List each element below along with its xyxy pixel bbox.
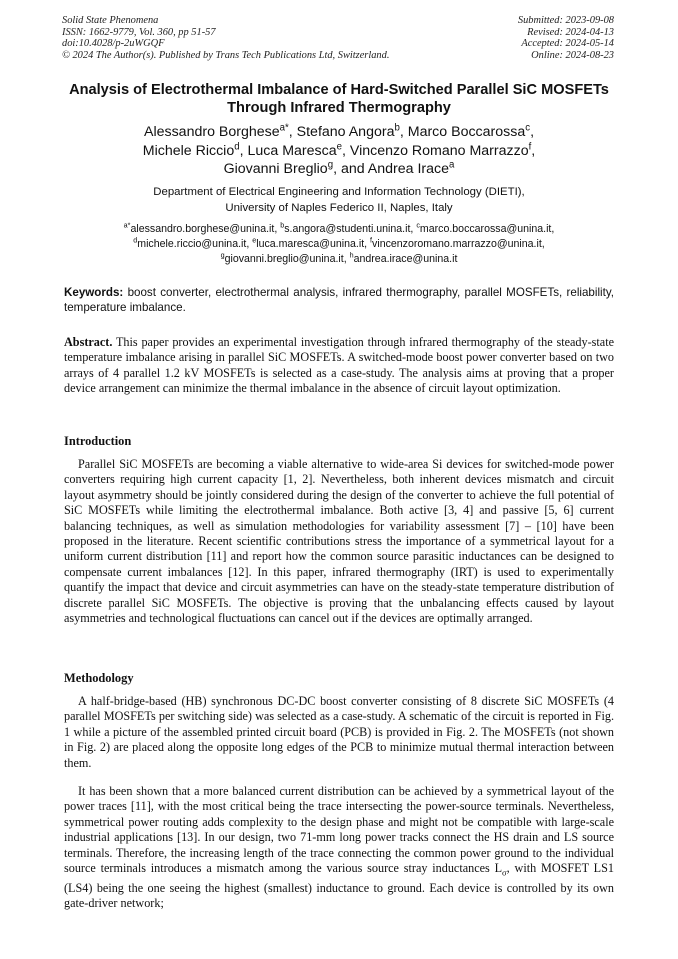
email-link[interactable]: giovanni.breglio@unina.it — [224, 252, 344, 265]
email-separator: , — [364, 237, 371, 250]
affiliation — [64, 185, 614, 216]
inductance-subscript: σ — [502, 867, 507, 878]
email-link[interactable]: vincenzoromano.marrazzo@unina.it, — [372, 237, 545, 250]
affiliation-department: Department of Electrical Engineering and Information Technology (DIETI), — [153, 186, 525, 198]
email-sup: f — [370, 235, 373, 245]
author-sup: b — [394, 122, 400, 134]
keywords-text: boost converter, electrothermal analysis, infrared thermography, parallel MOSFETs, reliability, temperature imbalance. — [64, 286, 614, 315]
introduction-heading: Introduction — [64, 434, 132, 448]
publication-dates — [518, 15, 614, 61]
methodology-paragraph-1: A half-bridge-based (HB) synchronous DC-DC boost converter consisting of 8 discrete SiC MOSFETs (4 parallel MOSFETs per switching side) was selected as a case-study. A schematic of the circuit is reported in Fig. 1 while a picture of the assembled printed circuit board (PCB) is provided in Fig. 2. The MOSFETs (not shown in Fig. 2) are placed along the opposite long edges of the PCB to minimize mutual thermal interaction between them. — [64, 694, 614, 770]
author-emails — [64, 222, 614, 266]
email-sup: a* — [123, 220, 131, 230]
issn-volume: ISSN: 1662-9779, Vol. 360, pp 51-57 — [62, 26, 216, 38]
journal-name: Solid State Phenomena — [62, 15, 159, 26]
affiliation-university: University of Naples Federico II, Naples, Italy — [225, 201, 453, 214]
paper-title: Analysis of Electrothermal Imbalance of Hard-Switched Parallel SiC MOSFETs Through Infrared Thermography — [69, 82, 609, 116]
introduction-paragraph: Parallel SiC MOSFETs are becoming a viable alternative to wide-area Si devices for switched-mode power converters requiring high current capacity [1, 2]. Nevertheless, both inherent devices mismatch and circuit layout asymmetry should be jointly considered during the design of the converter to achieve the full potential of SiC MOSFETs while limiting the electrothermal imbalance. Both active [3, 4] and passive [5, 6] current balancing techniques, as well as simulation methodologies for variability assessment [7] – [10] have been proposed in the literature. Recent scientific contributions stress the importance of a symmetrical layout for a uniform current distribution [11] and report how the common source parasitic inductances can be designed to compensate current imbalances [12]. In this paper, infrared thermography (IRT) is used to experimentally quantify the impact that device and circuit asymmetries can have on the steady-state temperature distribution of discrete parallel SiC MOSFETs. The objective is proving that the unbalancing effects caused by layout asymmetries and technological fluctuations can cancel out if the devices are optimally arranged. — [64, 457, 614, 626]
author-separator: , — [288, 124, 297, 140]
email-separator: , — [410, 223, 417, 235]
methodology-paragraph-2-text-b: , with MOSFET LS1 (LS4) being the one seeing the highest (smallest) inductance to ground. Each device is controlled by its own gate-driver network; — [64, 861, 614, 911]
email-sup: d — [133, 235, 138, 245]
email-sup: b — [280, 220, 285, 230]
methodology-heading: Methodology — [64, 671, 134, 685]
keywords — [64, 285, 614, 316]
author-sup: f — [528, 140, 532, 152]
abstract-text: This paper provides an experimental investigation through infrared thermography of the steady-state temperature imbalance arising in parallel SiC MOSFETs. A switched-mode boost power converter based on two arrays of 4 parallel 1.2 kV MOSFETs is selected as a case-study. The analysis aims at proving that a proper device arrangement can minimize the thermal imbalance in the absence of circuit layout optimization. — [64, 335, 614, 396]
email-separator: , — [274, 223, 281, 235]
accepted-date: Accepted: 2024-05-14 — [521, 38, 614, 50]
author-name: Alessandro Borghese — [143, 124, 280, 140]
email-link[interactable]: s.angora@studenti.unina.it — [284, 223, 411, 235]
revised-date: Revised: 2024-04-13 — [527, 26, 614, 38]
author-separator: , — [531, 142, 536, 159]
email-link[interactable]: alessandro.borghese@unina.it — [130, 223, 275, 235]
email-line-3 — [64, 252, 614, 267]
online-date: Online: 2024-08-23 — [531, 49, 614, 61]
email-separator: , — [343, 252, 350, 265]
author-name: Michele Riccio — [142, 142, 235, 159]
author-name: Giovanni Breglio — [223, 161, 328, 178]
journal-info — [62, 15, 389, 61]
email-line-2 — [64, 237, 614, 252]
author-line-1 — [64, 123, 614, 142]
author-separator: , — [530, 124, 535, 140]
submitted-date: Submitted: 2023-09-08 — [517, 15, 614, 26]
author-name: Luca Maresca — [247, 142, 337, 159]
keywords-label: Keywords: — [64, 286, 124, 299]
email-link[interactable]: michele.riccio@unina.it — [137, 237, 247, 250]
email-link[interactable]: luca.maresca@unina.it — [256, 237, 365, 250]
author-sup: e — [336, 140, 342, 152]
author-sup: a — [449, 159, 455, 171]
author-separator: , and — [333, 161, 368, 178]
methodology-paragraph-2 — [64, 784, 614, 912]
email-link[interactable]: marco.boccarossa@unina.it, — [419, 223, 555, 235]
author-separator: , — [341, 142, 350, 159]
email-sup: e — [252, 235, 257, 245]
author-name: Vincenzo Romano Marrazzo — [349, 142, 529, 159]
email-sup: h — [349, 250, 354, 260]
author-sup: a* — [279, 122, 289, 134]
author-line-2 — [64, 142, 614, 161]
author-separator: , — [399, 124, 408, 140]
email-sup: c — [416, 220, 420, 230]
abstract — [64, 335, 614, 397]
email-line-1 — [64, 222, 614, 237]
author-separator: , — [239, 142, 248, 159]
author-sup: d — [234, 140, 240, 152]
email-link[interactable]: andrea.irace@unina.it — [353, 252, 458, 265]
author-sup: g — [327, 159, 334, 171]
abstract-label: Abstract. — [64, 335, 113, 349]
author-line-3 — [64, 160, 614, 179]
author-name: Stefano Angora — [296, 124, 395, 140]
email-sup: g — [220, 250, 225, 260]
author-sup: c — [525, 122, 531, 134]
author-name: Andrea Irace — [367, 161, 450, 178]
author-name: Marco Boccarossa — [407, 124, 526, 140]
doi[interactable]: doi:10.4028/p-2uWGQF — [62, 38, 165, 50]
author-list — [64, 123, 614, 179]
methodology-paragraph-2-text-a: It has been shown that a more balanced current distribution can be achieved by a symmetrical layout of the power traces [11], with the most critical being the trace intersecting the power-source terminals. Nevertheless, symmetrical power routing adds complexity to the design phase and might not be compatible with large-scale industrial applications [13]. In our design, two 71-mm long power tracks connect the HS drain and LS source terminals. Therefore, the increasing length of the trace connecting the common power ground to the individual source terminals introduces a mismatch among the various source stray inductances L — [64, 784, 614, 876]
email-separator: , — [246, 237, 253, 250]
copyright: © 2024 The Author(s). Published by Trans Tech Publications Ltd, Switzerland. — [62, 49, 390, 61]
